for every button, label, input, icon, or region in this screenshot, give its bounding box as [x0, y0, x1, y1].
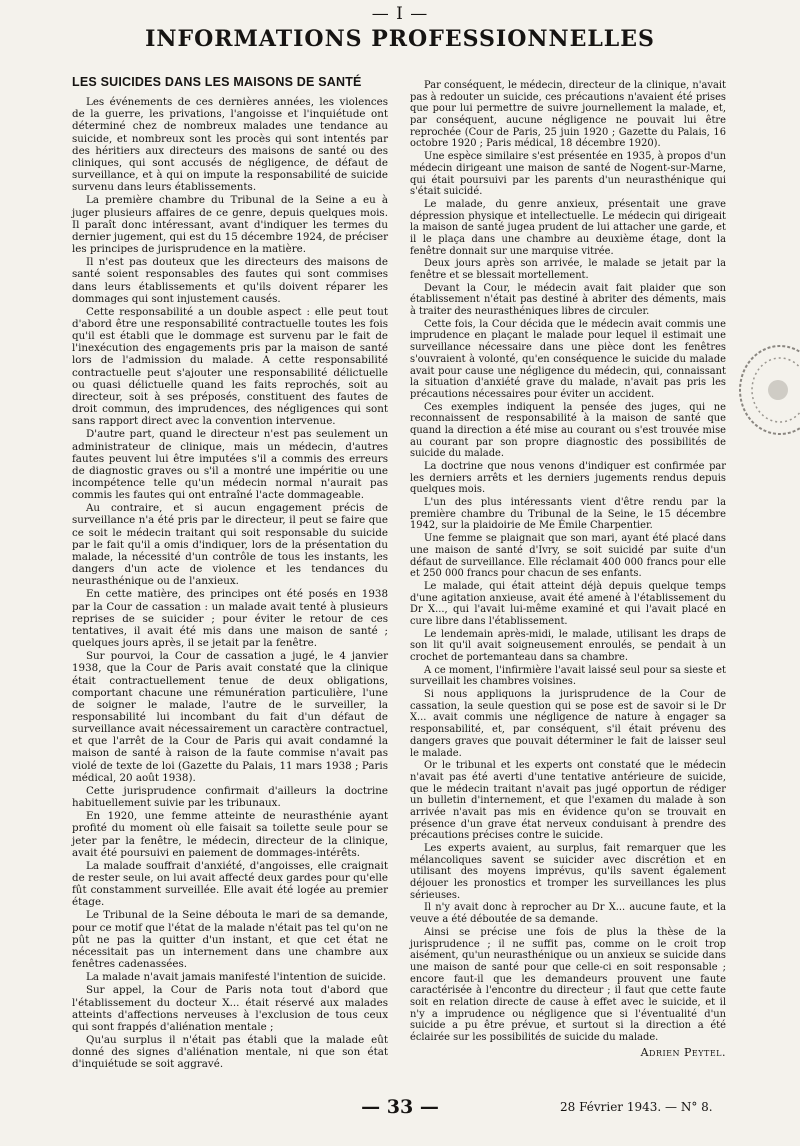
paragraph: Cette jurisprudence confirmait d'ailleurs la doctrine habituellement suivie par les tribunaux. — [72, 784, 388, 810]
author-signature: Adrien Peytel. — [640, 1045, 726, 1059]
paragraph: Si nous appliquons la jurisprudence de la Cour de cassation, la seule question qui se pose est de savoir si le Dr X... avait commis une négligence de nature à engager sa responsabilité, et, par conséquent, s'il était prévenu des dangers graves que pouvait déterminer le fait de laisser seul le malade. — [410, 689, 726, 759]
paragraph: Le malade, qui était atteint déjà depuis quelque temps d'une agitation anxieuse, avait été amené à l'établissement du Dr X..., qui l'avait lui-même examiné et qui l'avait placé en cure libre dans l'établissement. — [410, 580, 726, 627]
library-stamp-icon — [728, 340, 800, 440]
page-number: — 33 — — [361, 1096, 439, 1118]
paragraph: Une espèce similaire s'est présentée en 1935, à propos d'un médecin dirigeant une maison de santé de Nogent-sur-Marne, qui était poursuivi par les parents d'un neurasthénique qui s'était suicidé. — [410, 151, 726, 198]
paragraph: Les événements de ces dernières années, les violences de la guerre, les privations, l'angoisse et l'inquiétude ont déterminé chez de nombreux malades une tendance au suicide, et nombreux sont les procès qui sont intentés par des héritiers aux directeurs des maisons de santé ou des cliniques, qui sont accusés de négligence, de défaut de surveillance, et à qui on impute la responsabilité de suicide survenu dans leurs établissements. — [72, 96, 388, 194]
paragraph: A ce moment, l'infirmière l'avait laissé seul pour sa sieste et surveillait les chambres voisines. — [410, 664, 726, 688]
paragraph: Ces exemples indiquent la pensée des juges, qui ne reconnaissent de responsabilité à la maison de santé que quand la direction a été mise au courant ou s'est trouvée mise au courant par son propre diagnostic des possibilités de suicide du malade. — [410, 401, 726, 460]
paragraph: L'un des plus intéressants vient d'être rendu par la première chambre du Tribunal de la Seine, le 15 décembre 1942, sur la plaidoirie de Me Émile Charpentier. — [410, 497, 726, 532]
paragraph: Par conséquent, le médecin, directeur de la clinique, n'avait pas à redouter un suicide, ces précautions n'avaient été prises que pour lui permettre de suivre journellement la malade, et, par conséquent, aucune négligence ne pouvait lui être reprochée (Cour de Paris, 25 juin 1920 ; Gazette du Palais, 16 octobre 1920 ; Paris médical, 18 décembre 1920). — [410, 80, 726, 150]
paragraph: Qu'au surplus il n'était pas établi que la malade eût donné des signes d'aliénation mentale, ni que son état d'inquiétude se soit aggravé. — [72, 1034, 388, 1071]
paragraph: Le malade, du genre anxieux, présentait une grave dépression physique et intellectuelle. Le médecin qui dirigeait la maison de santé jugea prudent de lui attacher une garde, et il le plaça dans une chambre au deuxième étage, dont la fenêtre donnait sur une marquise vitrée. — [410, 198, 726, 257]
paragraph: La malade n'avait jamais manifesté l'intention de suicide. — [86, 971, 387, 984]
paragraph: Sur pourvoi, la Cour de cassation a jugé, le 4 janvier 1938, que la Cour de Paris avait constaté que la clinique était contractuellement tenue de deux obligations, comportant chacune une rémunération particulière, l'une de soigner le malade, l'autre de le surveiller, la responsabilité lui incombant du fait d'un défaut de surveillance avait nécessairement un caractère contractuel, et que l'arrêt de la Cour de Paris qui avait condamné la maison de santé à raison de la faute commise n'avait pas violé de texte de loi (Gazette du Palais, 11 mars 1938 ; Paris médical, 20 août 1938). — [72, 650, 388, 784]
paragraph: En cette matière, des principes ont été posés en 1938 par la Cour de cassation : un malade avait tenté à plusieurs reprises de se suicider ; pour éviter le retour de ces tentatives, il avait été mis dans une maison de santé ; quelques jours après, il se jetait par la fenêtre. — [72, 588, 388, 650]
paragraph: Sur appel, la Cour de Paris nota tout d'abord que l'établissement du docteur X... était réservé aux malades atteints d'affections nerveuses à l'exclusion de tous ceux qui sont frappés d'aliénation mentale ; — [72, 984, 388, 1033]
right-paragraphs — [410, 80, 726, 1044]
paragraph: Ainsi se précise une fois de plus la thèse de la jurisprudence ; il ne suffit pas, comme on le croit trop aisément, qu'un neurasthénique ou un anxieux se suicide dans une maison de santé pour que celle-ci en soit responsable ; encore faut-il que les demandeurs prouvent une faute caractérisée à l'encontre du directeur ; il faut que cette faute soit en relation directe de cause à effet avec le suicide, et il n'y a imprudence ou négligence que si l'éventualité d'un suicide a pu être prévue, et surtout si la direction a été éclairée sur les possibilités de suicide du malade. — [410, 926, 726, 1043]
article-right-column — [410, 80, 726, 1058]
left-paragraphs — [72, 96, 388, 1070]
issue-date: 28 Février 1943. — N° 8. — [560, 1100, 713, 1114]
paragraph: La première chambre du Tribunal de la Seine a eu à juger plusieurs affaires de ce genre, depuis quelques mois. Il paraît donc intéressant, avant d'indiquer les termes du dernier jugement, qui est du 15 décembre 1924, de préciser les principes de jurisprudence en la matière. — [72, 194, 388, 256]
paragraph: Une femme se plaignait que son mari, ayant été placé dans une maison de santé d'Ivry, se soit suicidé par suite d'un défaut de surveillance. Elle réclamait 400 000 francs pour elle et 250 000 francs pour chacun de ses enfants. — [410, 533, 726, 580]
article-left-column — [72, 76, 388, 1072]
paragraph: Les experts avaient, au surplus, fait remarquer que les mélancoliques savent se suicider avec discrétion et en utilisant des moyens imprévus, qu'ils savent également déjouer les pronostics et tromper les surveillances les plus sérieuses. — [410, 843, 726, 901]
paragraph: Il n'est pas douteux que les directeurs des maisons de santé soient responsables des fautes qui sont commises dans leurs établissements et qu'ils doivent réparer les dommages qui sont injustement causés. — [72, 256, 388, 305]
paragraph: Cette fois, la Cour décida que le médecin avait commis une imprudence en plaçant le malade pour lequel il estimait une surveillance nécessaire dans une pièce dont les fenêtres s'ouvraient à volonté, qu'en conséquence le suicide du malade avait pour cause une négligence du médecin, qui, connaissant la situation d'anxiété grave du malade, n'avait pas pris les précautions nécessaires pour éviter un accident. — [410, 318, 726, 400]
paragraph: Cette responsabilité a un double aspect : elle peut tout d'abord être une responsabilité contractuelle toutes les fois qu'il est établi que le dommage est survenu par le fait de l'inexécution des engagements pris par la maison de santé lors de l'admission du malade. A cette responsabilité contractuelle peut s'ajouter une responsabilité délictuelle ou quasi délictuelle quand les faits reprochés, soit au directeur, soit à ses préposés, constituent des fautes de droit commun, des imprudences, des négligences qui sont sans rapport direct avec la convention intervenue. — [72, 305, 388, 428]
paragraph: La doctrine que nous venons d'indiquer est confirmée par les derniers arrêts et les derniers jugements rendus depuis quelques mois. — [410, 461, 726, 496]
paragraph: Devant la Cour, le médecin avait fait plaider que son établissement n'était pas destiné à abriter des déments, mais à traiter des neurasthéniques libres de circuler. — [410, 282, 726, 318]
roman-page-number: — I — — [371, 4, 429, 24]
paragraph: Il n'y avait donc à reprocher au Dr X... aucune faute, et la veuve a été déboutée de sa demande. — [410, 902, 726, 926]
paragraph: Or le tribunal et les experts ont constaté que le médecin n'avait pas été averti d'une tentative antérieure de suicide, que le médecin traitant n'avait pas jugé opportun de rédiger un bulletin d'internement, et que l'examen du malade à son arrivée n'avait pas mis en évidence qu'on se trouvait en présence d'un grave état nerveux conduisant à prendre des précautions précises contre le suicide. — [410, 760, 726, 842]
section-title: INFORMATIONS PROFESSIONNELLES — [145, 26, 655, 52]
paragraph: En 1920, une femme atteinte de neurasthénie ayant profité du moment où elle faisait sa toilette seule pour se jeter par la fenêtre, le médecin, directeur de la clinique, avait été poursuivi en paiement de dommages-intérêts. — [72, 810, 388, 859]
paragraph: Au contraire, et si aucun engagement précis de surveillance n'a été pris par le directeur, il peut se faire que ce soit le médecin traitant qui soit responsable du suicide par le fait qu'il a omis d'indiquer, lors de la présentation du malade, la nécessité d'un contrôle de tous les instants, les dangers d'un acte de violence et les tendances du neurasthénique ou de l'anxieux. — [72, 502, 388, 588]
paragraph: Le lendemain après-midi, le malade, utilisant les draps de son lit qu'il avait soigneusement enroulés, se pendait à un crochet de portemanteau dans sa chambre. — [410, 628, 726, 663]
paragraph: D'autre part, quand le directeur n'est pas seulement un administrateur de clinique, mais un médecin, d'autres fautes peuvent lui être imputées s'il a commis des erreurs de diagnostic graves ou s'il a montré une impéritie ou une incompétence telle qu'un médecin normal n'aurait pas commis les fautes qui ont entraîné l'acte dommageable. — [72, 428, 388, 502]
paragraph: Deux jours après son arrivée, le malade se jetait par la fenêtre et se blessait mortellement. — [410, 258, 726, 281]
article-title: LES SUICIDES DANS LES MAISONS DE SANTÉ — [72, 75, 362, 89]
paragraph: La malade souffrait d'anxiété, d'angoisses, elle craignait de rester seule, on lui avait affecté deux gardes pour qu'elle fût constamment surveillée. Elle avait été logée au premier étage. — [72, 859, 388, 909]
paragraph: Le Tribunal de la Seine débouta le mari de sa demande, pour ce motif que l'état de la malade n'était pas tel qu'on ne pût ne pas la quitter d'un instant, et que cet état ne nécessitait pas un internement dans une chambre aux fenêtres cadenassées. — [72, 909, 388, 971]
